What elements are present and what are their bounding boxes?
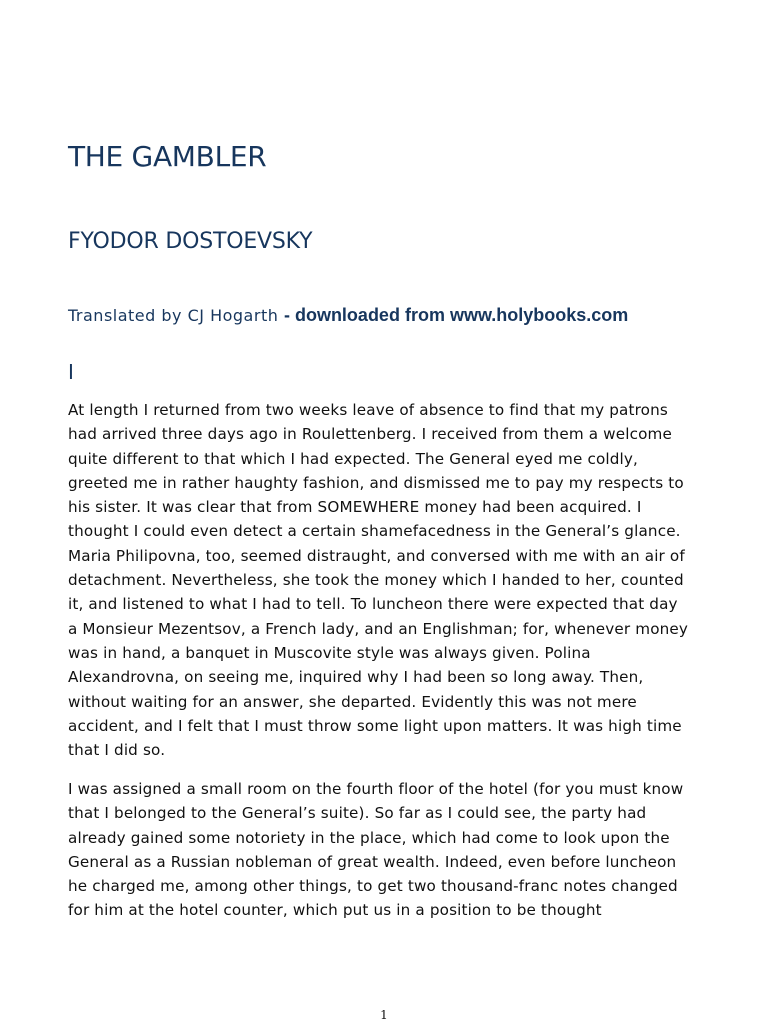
chapter-heading: I <box>68 360 74 384</box>
text-line: quite different to that which I had expected. The General eyed me coldly, <box>68 449 639 468</box>
text-line: a Monsieur Mezentsov, a French lady, and an Englishman; for, whenever money <box>68 619 689 638</box>
text-line: I was assigned a small room on the fourth floor of the hotel (for you must know <box>68 780 684 798</box>
translator-name: Translated by CJ Hogarth <box>68 306 279 325</box>
text-line: without waiting for an answer, she departed. Evidently this was not mere <box>68 692 637 711</box>
paragraph-2 <box>68 777 728 923</box>
text-line: his sister. It was clear that from SOMEWHERE money had been acquired. I <box>68 498 642 517</box>
text-line: greeted me in rather haughty fashion, and dismissed me to pay my respects to <box>68 473 684 492</box>
text-line: he charged me, among other things, to get two thousand-franc notes changed <box>68 877 678 896</box>
text-line: already gained some notoriety in the place, which had come to look upon the <box>68 828 670 847</box>
text-line: General as a Russian nobleman of great wealth. Indeed, even before luncheon <box>68 852 677 871</box>
text-line: for him at the hotel counter, which put us in a position to be thought <box>68 901 602 920</box>
text-line: it, and listened to what I had to tell. To luncheon there were expected that day <box>68 595 678 614</box>
translator-credit <box>68 305 628 326</box>
text-line: Alexandrovna, on seeing me, inquired why I had been so long away. Then, <box>68 668 644 687</box>
paragraph-1 <box>68 398 728 762</box>
text-line: that I belonged to the General’s suite). So far as I could see, the party had <box>68 804 647 823</box>
text-line: Maria Philipovna, too, seemed distraught, and conversed with me with an air of <box>68 546 685 565</box>
book-author: FYODOR DOSTOEVSKY <box>68 229 313 254</box>
text-line: was in hand, a banquet in Muscovite style was always given. Polina <box>68 643 591 662</box>
text-line: accident, and I felt that I must throw some light upon matters. It was high time <box>68 716 682 735</box>
text-line: detachment. Nevertheless, she took the money which I handed to her, counted <box>68 571 684 590</box>
text-line: thought I could even detect a certain shamefacedness in the General’s glance. <box>68 522 681 541</box>
text-line: At length I returned from two weeks leave of absence to find that my patrons <box>68 401 668 419</box>
download-source-note: - downloaded from www.holybooks.com <box>283 305 629 325</box>
text-line: that I did so. <box>68 741 166 760</box>
book-title: THE GAMBLER <box>68 140 267 173</box>
page-number: 1 <box>380 1008 388 1022</box>
text-line: had arrived three days ago in Roulettenberg. I received from them a welcome <box>68 425 672 444</box>
